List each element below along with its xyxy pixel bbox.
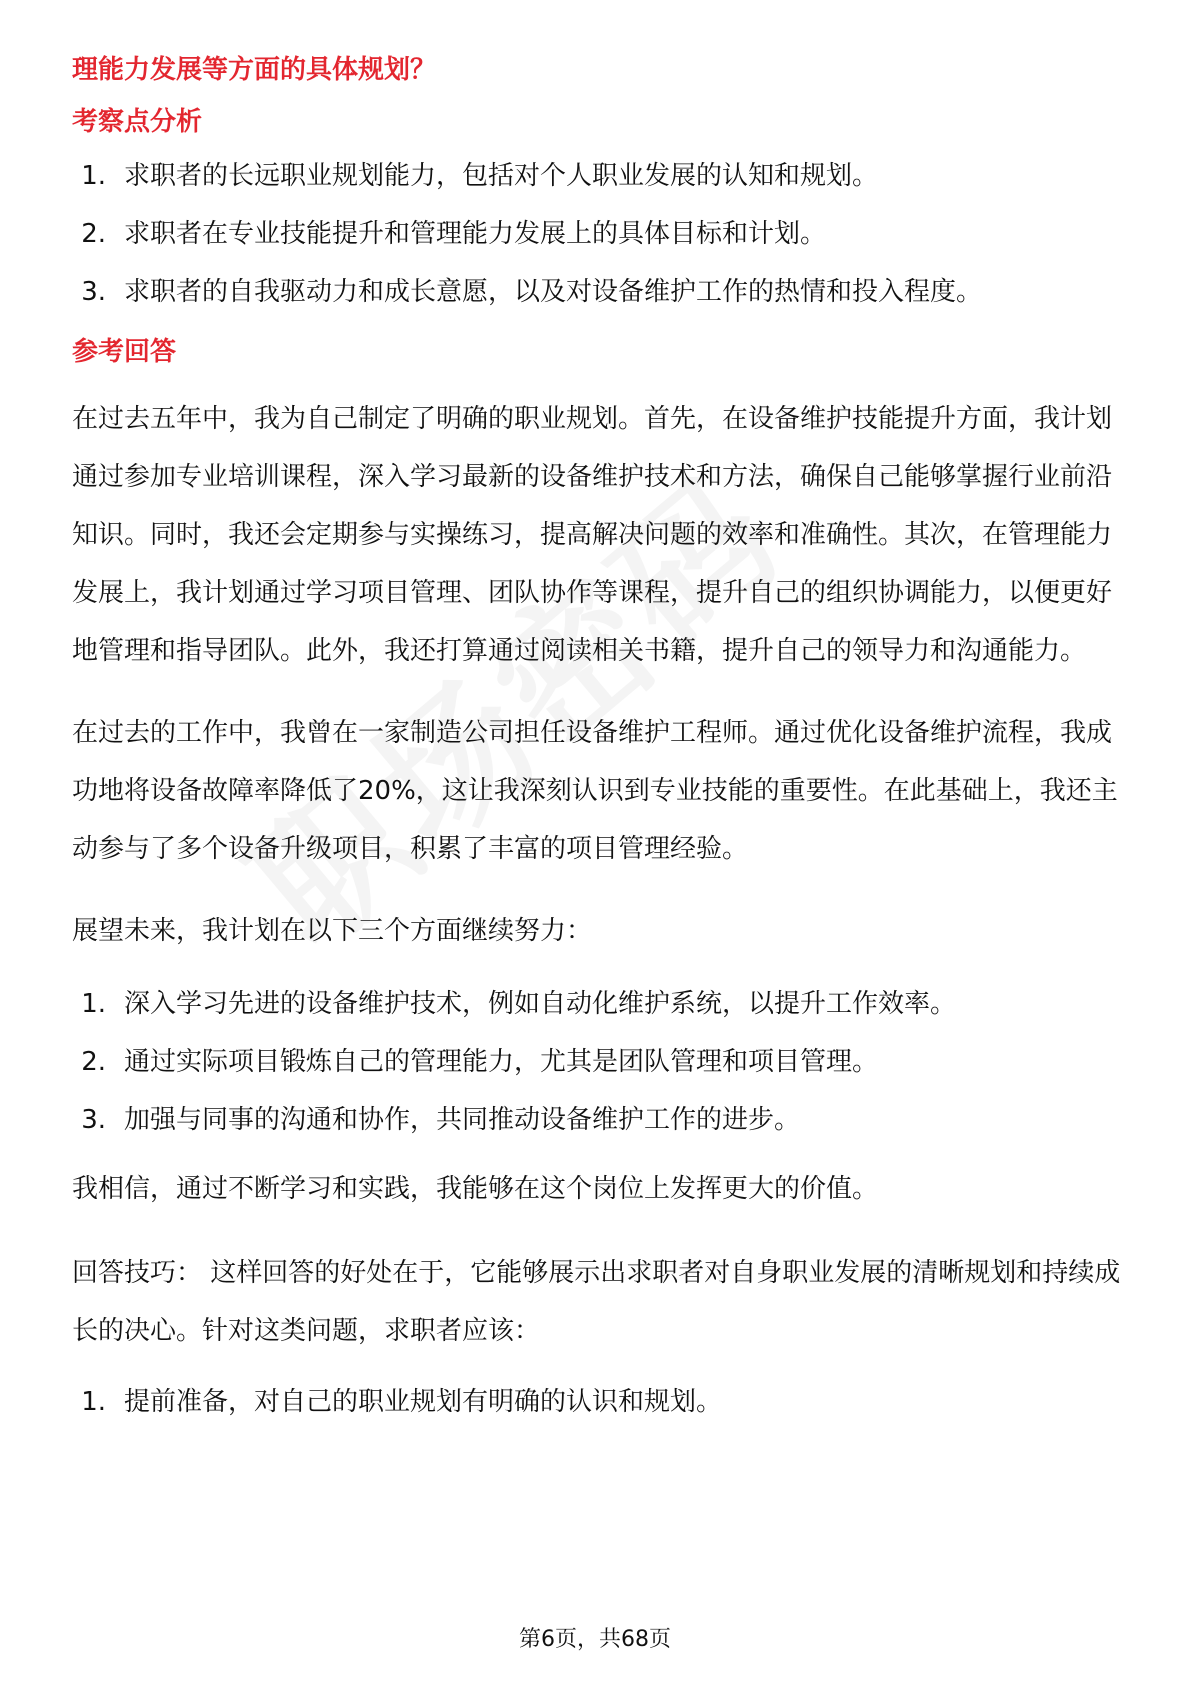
tips-list xyxy=(72,1384,1122,1420)
list-text: 加强与同事的沟通和协作，共同推动设备维护工作的进步。 xyxy=(124,1105,801,1135)
list-text: 求职者在专业技能提升和管理能力发展上的具体目标和计划。 xyxy=(124,219,827,249)
list-text: 提前准备，对自己的职业规划有明确的认识和规划。 xyxy=(124,1387,723,1417)
list-text: 深入学习先进的设备维护技术，例如自动化维护系统，以提升工作效率。 xyxy=(124,989,957,1019)
answer-paragraph-2: 在过去的工作中，我曾在一家制造公司担任设备维护工程师。通过优化设备维护流程，我成功地将设备故障率降低了20%，这让我深刻认识到专业技能的重要性。在此基础上，我还主动参与了多个设备升级项目，积累了丰富的项目管理经验。 xyxy=(72,718,1118,864)
list-item xyxy=(72,1384,1122,1420)
plan-list xyxy=(72,986,1122,1138)
list-number: 1. xyxy=(81,161,106,191)
analysis-list xyxy=(72,158,1122,310)
page-footer: 第6页，共68页 xyxy=(519,1627,671,1652)
list-number: 2. xyxy=(81,219,106,249)
answer-heading: 参考回答 xyxy=(72,337,177,367)
list-text: 求职者的长远职业规划能力，包括对个人职业发展的认知和规划。 xyxy=(124,161,879,191)
list-item xyxy=(72,986,1122,1022)
list-number: 3. xyxy=(81,277,106,307)
tips-paragraph: 回答技巧： 这样回答的好处在于，它能够展示出求职者对自身职业发展的清晰规划和持续成长的决心。针对这类问题，求职者应该： xyxy=(72,1258,1121,1346)
list-item xyxy=(72,216,1122,252)
list-item xyxy=(72,158,1122,194)
list-item xyxy=(72,274,1122,310)
list-number: 1. xyxy=(81,1387,106,1417)
list-text: 通过实际项目锻炼自己的管理能力，尤其是团队管理和项目管理。 xyxy=(124,1047,879,1077)
list-number: 3. xyxy=(81,1105,106,1135)
answer-paragraph-4: 我相信，通过不断学习和实践，我能够在这个岗位上发挥更大的价值。 xyxy=(72,1174,879,1204)
question-heading: 理能力发展等方面的具体规划？ xyxy=(72,55,437,85)
analysis-heading: 考察点分析 xyxy=(72,107,203,137)
list-item xyxy=(72,1044,1122,1080)
answer-paragraph-3: 展望未来，我计划在以下三个方面继续努力： xyxy=(72,916,593,946)
list-number: 1. xyxy=(81,989,106,1019)
content xyxy=(72,50,1122,1442)
answer-paragraph-1: 在过去五年中，我为自己制定了明确的职业规划。首先，在设备维护技能提升方面，我计划通过参加专业培训课程，深入学习最新的设备维护技术和方法，确保自己能够掌握行业前沿知识。同时，我还会定期参与实操练习，提高解决问题的效率和准确性。其次，在管理能力发展上，我计划通过学习项目管理、团队协作等课程，提升自己的组织协调能力，以便更好地管理和指导团队。此外，我还打算通过阅读相关书籍，提升自己的领导力和沟通能力。 xyxy=(72,404,1113,666)
list-item xyxy=(72,1102,1122,1138)
list-text: 求职者的自我驱动力和成长意愿，以及对设备维护工作的热情和投入程度。 xyxy=(124,277,983,307)
list-number: 2. xyxy=(81,1047,106,1077)
